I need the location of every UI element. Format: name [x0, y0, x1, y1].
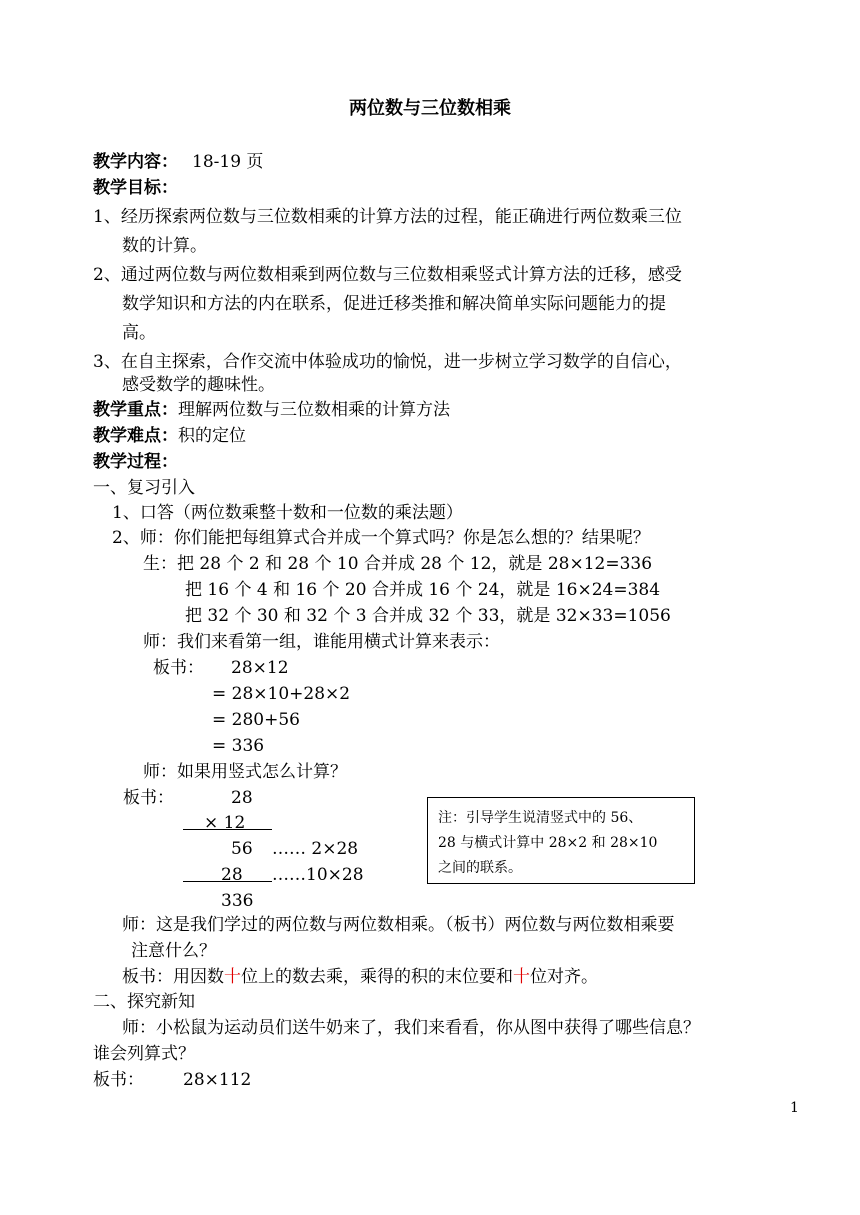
page-number: 1 — [790, 1100, 799, 1116]
vertical-partial-1: 56 — [231, 839, 253, 859]
goal-1-line-2: 数的计算。 — [122, 236, 207, 256]
goal-2-line-2: 数学知识和方法的内在联系，促进迁移类推和解决简单实际问题能力的提 — [122, 294, 666, 314]
teacher-line-4a: 师：小松鼠为运动员们送牛奶来了，我们来看看，你从图中获得了哪些信息？ — [122, 1018, 700, 1038]
goal-2-line-1: 2、通过两位数与两位数相乘到两位数与三位数相乘竖式计算方法的迁移，感受 — [93, 265, 682, 285]
board-label-2: 板书： — [123, 788, 174, 808]
process-label: 教学过程： — [93, 452, 178, 472]
vertical-multiplier: × 12 — [204, 813, 246, 833]
section-2-heading: 二、探究新知 — [93, 992, 195, 1012]
step-2: 2、师：你们能把每组算式合并成一个算式吗？你是怎么想的？结果呢？ — [112, 528, 650, 548]
board-label-3: 板书： — [93, 1070, 144, 1090]
vertical-result: 336 — [221, 891, 254, 911]
content-line — [93, 151, 263, 173]
equation-line-1: 28×12 — [231, 658, 289, 678]
vertical-partial-1-note: …… 2×28 — [272, 839, 359, 859]
student-answer-3: 把 32 个 30 和 32 个 3 合并成 32 个 33，就是 32×33=1056 — [185, 606, 671, 626]
teacher-line-3b: 注意什么？ — [131, 941, 216, 961]
key-point-label: 教学重点： — [93, 400, 178, 420]
rule-part-2: 位上的数去乘，乘得的积的末位要和 — [241, 967, 513, 987]
teacher-line-3a: 师：这是我们学过的两位数与两位数相乘。（板书）两位数与两位数相乘要 — [122, 915, 675, 935]
goal-3-line-1: 3、在自主探索，合作交流中体验成功的愉悦，进一步树立学习数学的自信心， — [93, 352, 682, 372]
note-line-3: 之间的联系。 — [438, 860, 522, 876]
content-label: 教学内容： — [93, 152, 178, 172]
vertical-partial-2: 28 — [221, 865, 243, 885]
vertical-partial-2-note: ……10×28 — [272, 865, 364, 885]
vertical-top: 28 — [231, 788, 253, 808]
equation-line-4: = 336 — [212, 736, 265, 756]
rule-line — [122, 966, 598, 988]
difficulty-label: 教学难点： — [93, 426, 178, 446]
rule-part-3: 位对齐。 — [530, 967, 598, 987]
board-label-1: 板书： — [153, 658, 204, 678]
content-value: 18-19 页 — [192, 152, 264, 172]
goals-label: 教学目标： — [93, 178, 178, 198]
goal-1-line-1: 1、经历探索两位数与三位数相乘的计算方法的过程，能正确进行两位数乘三位 — [93, 207, 682, 227]
goal-2-line-3: 高。 — [122, 323, 156, 343]
step-1: 1、口答（两位数乘整十数和一位数的乘法题） — [112, 503, 463, 523]
key-point-line — [93, 399, 450, 421]
equation-line-2: = 28×10+28×2 — [212, 684, 351, 704]
note-box — [427, 797, 695, 884]
student-answer-1: 生：把 28 个 2 和 28 个 10 合并成 28 个 12，就是 28×12=336 — [143, 554, 653, 574]
student-answer-2: 把 16 个 4 和 16 个 20 合并成 16 个 24，就是 16×24=384 — [185, 580, 661, 600]
vertical-rule-1 — [183, 829, 272, 830]
rule-part-1: 板书：用因数 — [122, 967, 224, 987]
difficulty-line — [93, 425, 246, 447]
teacher-line-4b: 谁会列算式？ — [93, 1044, 195, 1064]
rule-highlight-1: 十 — [224, 967, 241, 987]
note-line-2: 28 与横式计算中 28×2 和 28×10 — [438, 835, 658, 851]
rule-highlight-2: 十 — [513, 967, 530, 987]
page-title: 两位数与三位数相乘 — [349, 98, 511, 119]
teacher-line-2: 师：如果用竖式怎么计算？ — [143, 762, 347, 782]
section-1-heading: 一、复习引入 — [93, 478, 195, 498]
difficulty-value: 积的定位 — [178, 426, 246, 446]
vertical-rule-2 — [183, 881, 272, 882]
equation-line-3: = 280+56 — [212, 710, 300, 730]
new-equation: 28×112 — [183, 1070, 252, 1090]
goal-3-line-2: 感受数学的趣味性。 — [122, 375, 275, 395]
note-line-1: 注：引导学生说清竖式中的 56、 — [438, 810, 643, 826]
key-point-value: 理解两位数与三位数相乘的计算方法 — [178, 400, 450, 420]
teacher-line-1: 师：我们来看第一组，谁能用横式计算来表示： — [143, 632, 500, 652]
